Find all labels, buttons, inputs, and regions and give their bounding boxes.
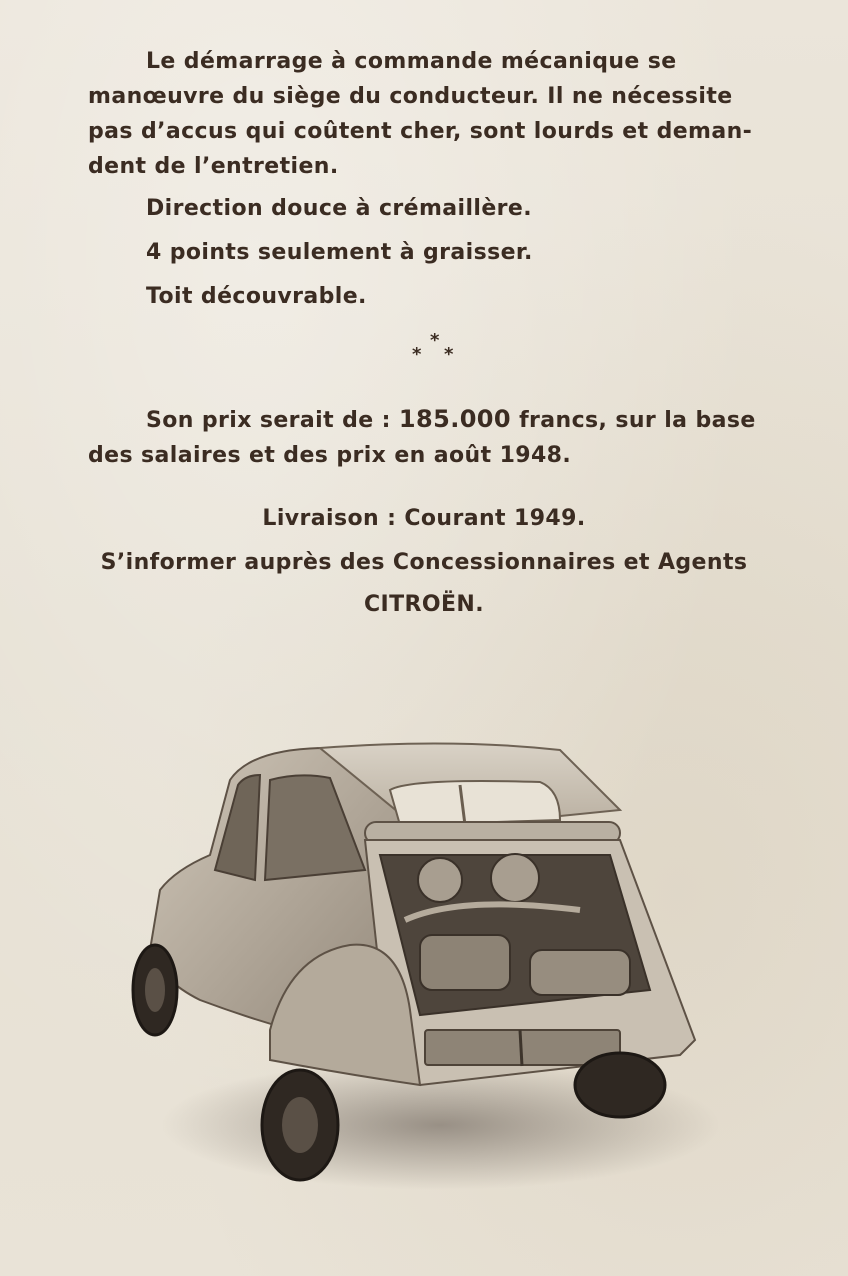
paragraph-line: manœuvre du siège du conducteur. Il ne nécessite [88,84,733,109]
brand-name: CITROËN. [364,592,484,617]
intro-paragraph [88,44,776,184]
car-photo-icon [120,730,720,1200]
delivery-line: Livraison : Courant 1949. [262,506,586,531]
feature-roof: Toit découvrable. [146,284,367,309]
price-paragraph [88,402,776,473]
paragraph-line: Le démarrage à commande mécanique se [146,49,677,74]
star: * [430,330,440,351]
price-line [88,402,776,438]
feature-grease-points: 4 points seulement à graisser. [146,240,533,265]
price-line-2: des salaires et des prix en août 1948. [88,443,572,468]
star: * [412,344,422,365]
price-prefix: Son prix serait de : [146,408,399,433]
paragraph-line: pas d’accus qui coûtent cher, sont lourds et deman- [88,119,753,144]
inform-line: S’informer auprès des Concessionnaires et Agents [100,550,748,575]
star: * [444,344,454,365]
price-value: 185.000 [398,405,512,433]
price-suffix: francs, sur la base [511,408,756,433]
separator-asterism [410,330,460,370]
paragraph-line: dent de l’entretien. [88,154,339,179]
feature-steering: Direction douce à crémaillère. [146,196,533,221]
